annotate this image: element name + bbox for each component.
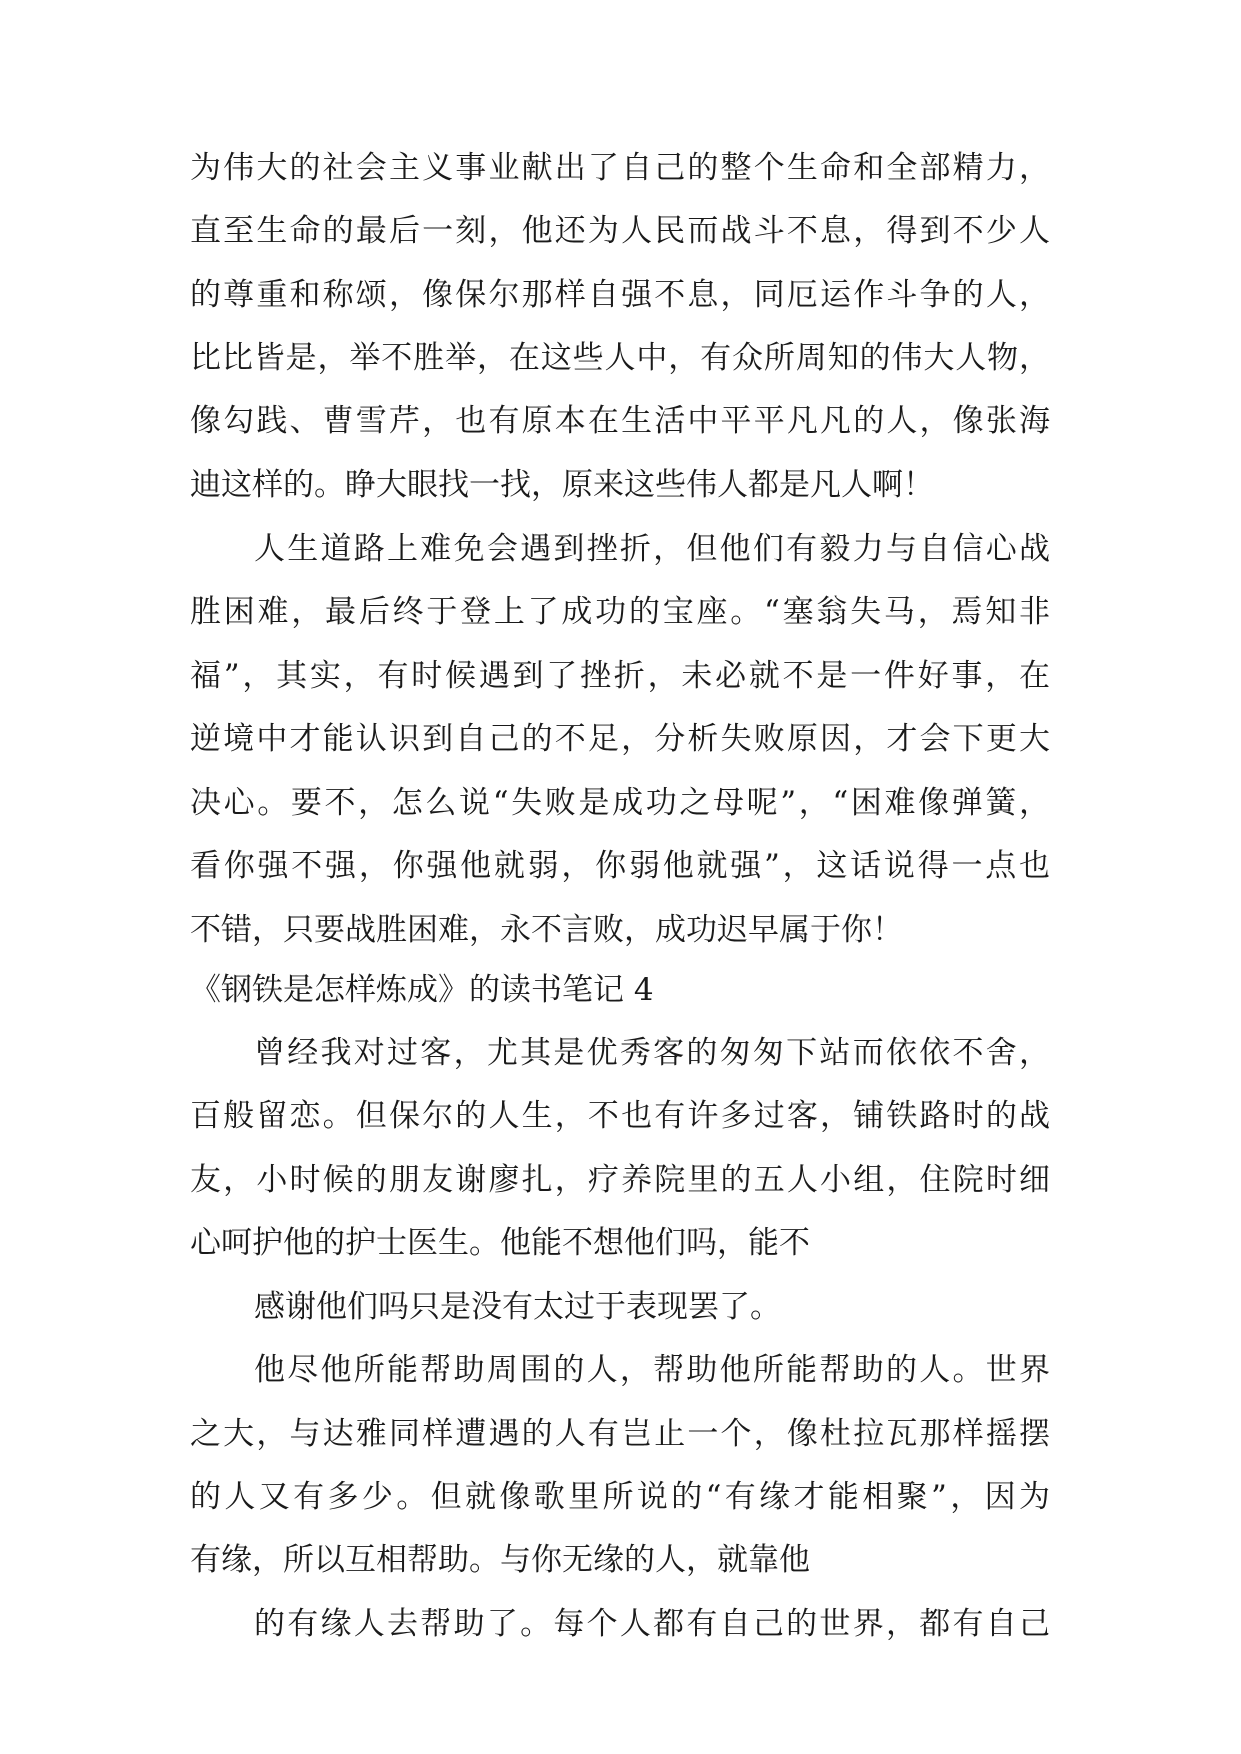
text-line: 心呵护他的护士医生。他能不想他们吗，能不: [190, 1225, 810, 1261]
text-line: 比比皆是，举不胜举，在这些人中，有众所周知的伟大人物，: [190, 340, 1050, 376]
text-line: 他尽他所能帮助周围的人，帮助他所能帮助的人。世界: [254, 1352, 1050, 1388]
section-heading: 《钢铁是怎样炼成》的读书笔记 4: [190, 972, 654, 1008]
text-line: 的人又有多少。但就像歌里所说的“有缘才能相聚”，因为: [190, 1479, 1050, 1515]
text-line: 决心。要不，怎么说“失败是成功之母呢”，“困难像弹簧，: [190, 785, 1050, 821]
text-line: 有缘，所以互相帮助。与你无缘的人，就靠他: [190, 1542, 810, 1578]
text-line: 感谢他们吗只是没有太过于表现罢了。: [254, 1289, 781, 1325]
text-line: 曾经我对过客，尤其是优秀客的匆匆下站而依依不舍，: [254, 1035, 1050, 1071]
text-line: 不错，只要战胜困难，永不言败，成功迟早属于你！: [190, 912, 903, 948]
text-line: 直至生命的最后一刻，他还为人民而战斗不息，得到不少人: [190, 213, 1050, 249]
text-line: 逆境中才能认识到自己的不足，分析失败原因，才会下更大: [190, 721, 1050, 757]
text-line: 人生道路上难免会遇到挫折，但他们有毅力与自信心战: [254, 531, 1050, 567]
text-line: 的有缘人去帮助了。每个人都有自己的世界，都有自己: [254, 1606, 1050, 1642]
text-line: 友，小时候的朋友谢廖扎，疗养院里的五人小组，住院时细: [190, 1162, 1050, 1198]
text-line: 为伟大的社会主义事业献出了自己的整个生命和全部精力，: [190, 150, 1050, 186]
text-line: 迪这样的。睁大眼找一找，原来这些伟人都是凡人啊！: [190, 467, 934, 503]
text-line: 像勾践、曹雪芹，也有原本在生活中平平凡凡的人，像张海: [190, 403, 1050, 439]
text-line: 的尊重和称颂，像保尔那样自强不息，同厄运作斗争的人，: [190, 277, 1050, 313]
text-line: 百般留恋。但保尔的人生，不也有许多过客，铺铁路时的战: [190, 1098, 1050, 1134]
text-line: 福”，其实，有时候遇到了挫折，未必就不是一件好事，在: [190, 658, 1050, 694]
text-line: 胜困难，最后终于登上了成功的宝座。“塞翁失马，焉知非: [190, 594, 1050, 630]
text-line: 看你强不强，你强他就弱，你弱他就强”，这话说得一点也: [190, 848, 1050, 884]
text-line: 之大，与达雅同样遭遇的人有岂止一个，像杜拉瓦那样摇摆: [190, 1416, 1050, 1452]
